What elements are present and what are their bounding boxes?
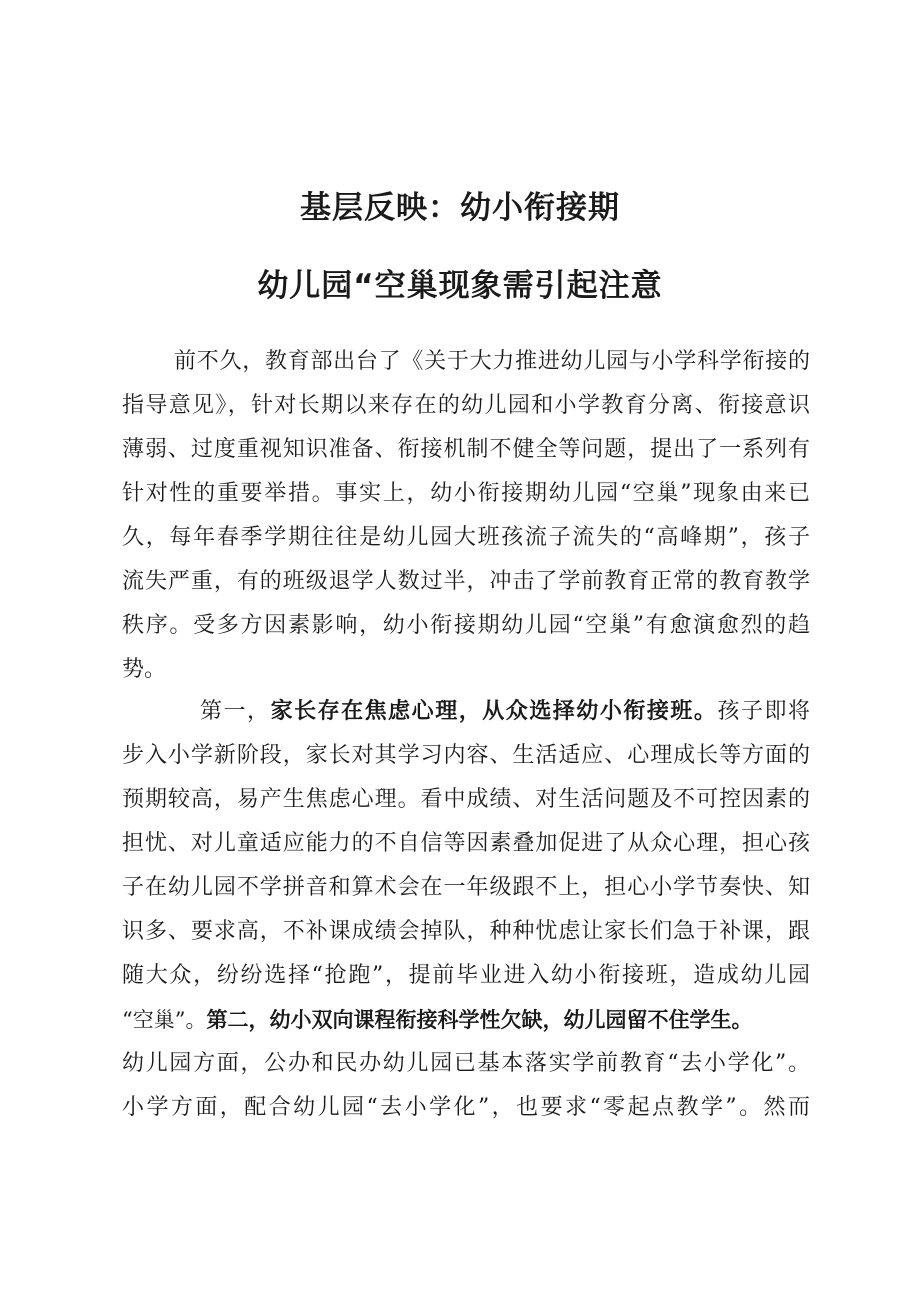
paragraph-line-tail: 孩子即将 — [717, 699, 810, 724]
paragraph-line: 薄弱、过度重视知识准备、衔接机制不健全等问题，提出了一系列有 — [122, 437, 810, 462]
paragraph-line: 秩序。受多方因素影响，幼小衔接期幼儿园“空巢”有愈演愈烈的趋 — [122, 613, 810, 638]
paragraph-line: 随大众，纷纷选择“抢跑”，提前毕业进入幼小衔接班，造成幼儿园 — [122, 963, 810, 988]
paragraph-line: 势。 — [122, 657, 167, 682]
paragraph-line: 小学方面，配合幼儿园“去小学化”，也要求“零起点教学”。然而 — [122, 1095, 810, 1120]
paragraph-line: 子在幼儿园不学拼音和算术会在一年级跟不上，担心小学节奏快、知 — [122, 875, 810, 900]
paragraph-line: 担忧、对儿童适应能力的不自信等因素叠加促进了从众心理，担心孩 — [122, 831, 810, 856]
paragraph-line: 指导意见》，针对长期以来存在的幼儿园和小学教育分离、衔接意识 — [122, 393, 810, 418]
paragraph-line: 步入小学新阶段，家长对其学习内容、生活适应、心理成长等方面的 — [122, 743, 810, 768]
paragraph-line-head: “空巢”。 — [122, 1008, 207, 1032]
paragraph-line: 流失严重，有的班级退学人数过半，冲击了学前教育正常的教育教学 — [122, 569, 810, 594]
paragraph-line: 前不久，教育部出台了《关于大力推进幼儿园与小学科学衔接的 — [174, 349, 810, 374]
bold-heading-1: 家长存在焦虑心理，从众选择幼小衔接班。 — [270, 699, 718, 724]
document-title-line-2: 幼儿园“空巢现象需引起注意 — [257, 268, 663, 304]
paragraph-line: 针对性的重要举措。事实上，幼小衔接期幼儿园“空巢”现象由来已 — [122, 481, 810, 506]
paragraph-lead: 第一， — [200, 699, 271, 724]
document-title-line-1: 基层反映：幼小衔接期 — [300, 190, 620, 226]
paragraph-line: 久，每年春季学期往往是幼儿园大班孩流子流失的“高峰期”，孩子 — [122, 525, 810, 550]
paragraph-line: 识多、要求高，不补课成绩会掉队，种种忧虑让家长们急于补课，跟 — [122, 919, 810, 944]
bold-heading-2: 第二，幼小双向课程衔接科学性欠缺，幼儿园留不住学生。 — [206, 1008, 753, 1032]
paragraph-line: 预期较高，易产生焦虑心理。看中成绩、对生活问题及不可控因素的 — [122, 787, 810, 812]
paragraph-line: 幼儿园方面，公办和民办幼儿园已基本落实学前教育“去小学化”。 — [122, 1051, 810, 1076]
